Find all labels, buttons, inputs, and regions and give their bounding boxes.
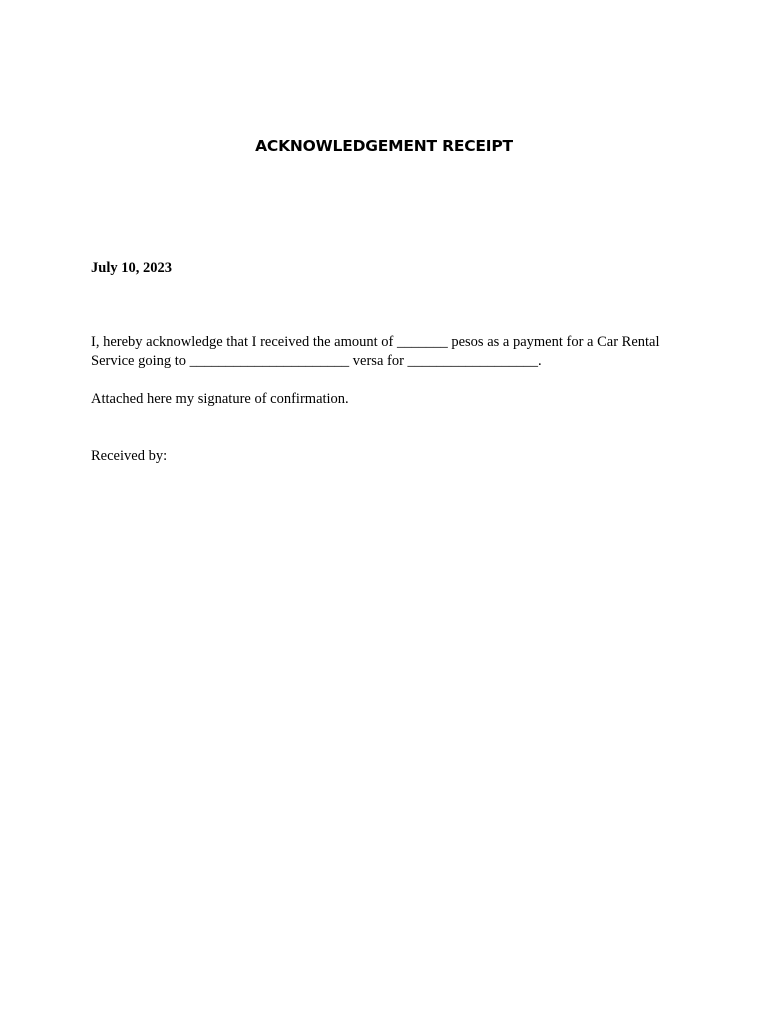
acknowledgement-paragraph-line-1: I, hereby acknowledge that I received the amount of _______ pesos as a payment for a Car Rental xyxy=(91,334,660,350)
signature-confirmation-text: Attached here my signature of confirmation. xyxy=(91,391,349,407)
received-by-label: Received by: xyxy=(91,448,168,464)
acknowledgement-paragraph-line-2: Service going to ______________________ versa for __________________. xyxy=(91,353,542,369)
receipt-date: July 10, 2023 xyxy=(91,260,172,276)
document-title: ACKNOWLEDGEMENT RECEIPT xyxy=(255,137,513,155)
